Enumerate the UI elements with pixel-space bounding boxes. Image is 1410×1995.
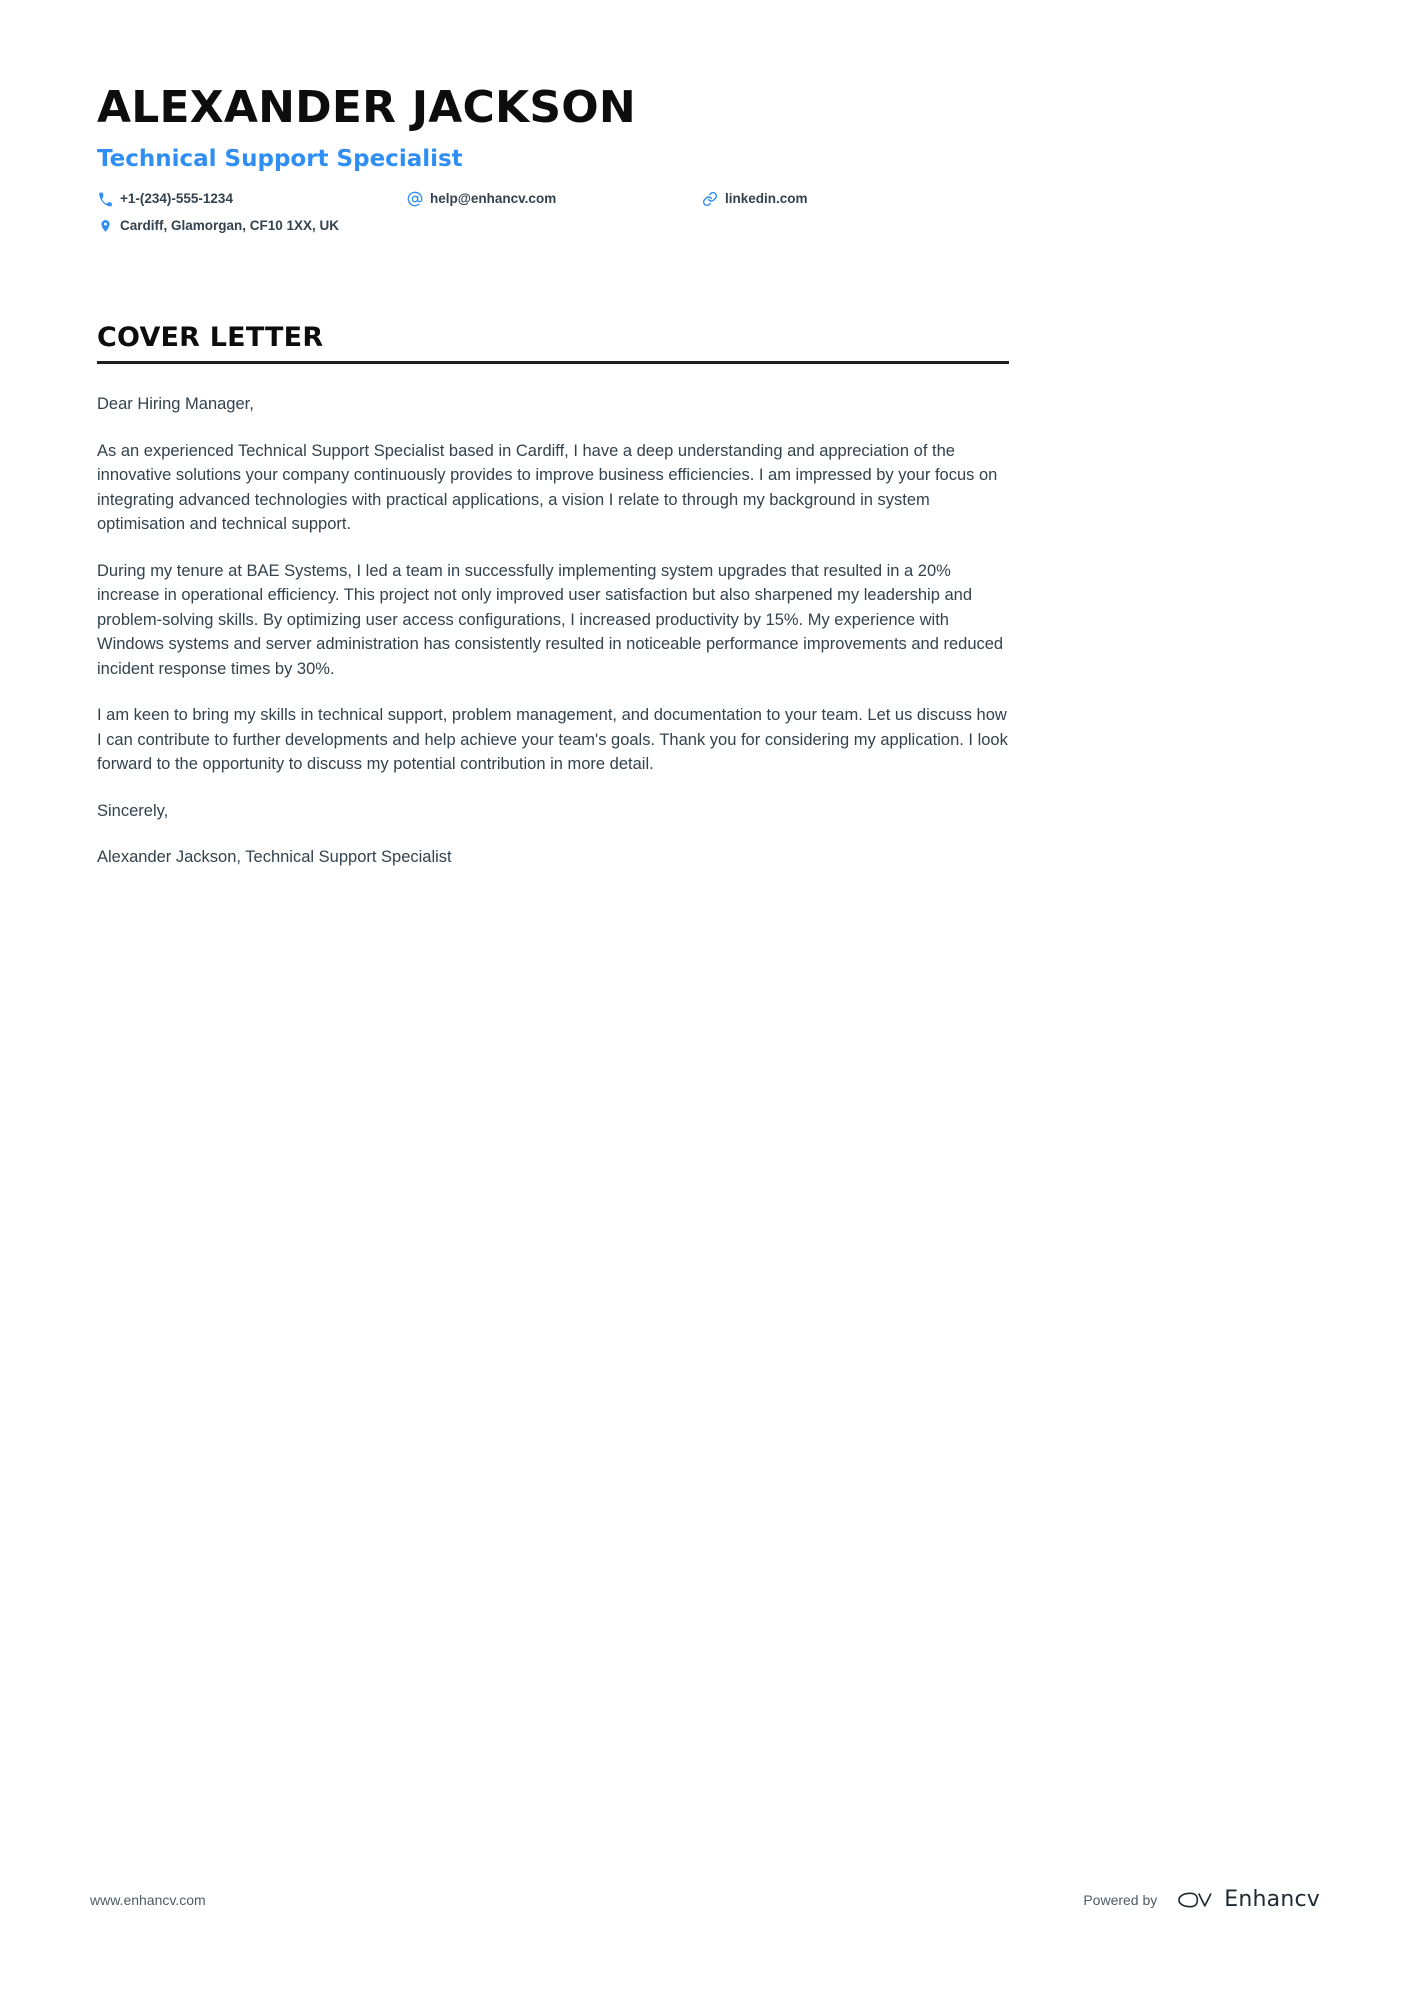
cover-letter-section [97,321,1009,870]
letter-paragraph-2: During my tenure at BAE Systems, I led a team in successfully implementing system upgrades that resulted in a 20% increase in operational efficiency. This project not only improved user satisfaction but also sharpened my leadership and problem-solving skills. By optimizing user access configurations, I increased productivity by 15%. My experience with Windows systems and server administration has consistently resulted in noticeable performance improvements and reduced incident response times by 30%. [97,561,1004,678]
brand-name-label: Enhancv [1224,1887,1320,1912]
letter-salutation: Dear Hiring Manager, [97,395,254,413]
document-header [97,0,1009,235]
contact-linkedin[interactable] [702,190,1002,208]
candidate-name: ALEXANDER JACKSON [97,82,636,133]
section-divider [97,361,1009,364]
candidate-job-title: Technical Support Specialist [97,146,463,172]
letter-body [97,392,1009,870]
contact-location [97,217,407,235]
letter-paragraph-1: As an experienced Technical Support Specialist based in Cardiff, I have a deep understanding and appreciation of the innovative solutions your company continuously provides to improve business efficiencies. I am impressed by your focus on integrating advanced technologies with practical applications, a vision I relate to through my background in system optimisation and technical support. [97,441,998,533]
letter-signature: Alexander Jackson, Technical Support Specialist [97,848,452,866]
enhancv-logo-icon [1173,1887,1215,1913]
footer-branding [1083,1887,1320,1913]
section-title: COVER LETTER [97,322,324,353]
contact-linkedin-label: linkedin.com [725,191,808,206]
powered-by-label: Powered by [1083,1892,1158,1908]
link-icon [702,191,718,207]
phone-icon [97,191,113,207]
document-content [97,0,1009,870]
contact-phone[interactable] [97,190,407,208]
contact-row-secondary [97,217,1009,235]
at-sign-icon [407,191,423,207]
footer-website-url[interactable]: www.enhancv.com [90,1892,206,1908]
contact-phone-label: +1-(234)-555-1234 [120,191,233,206]
page-footer [90,1887,1320,1913]
map-pin-icon [97,218,113,234]
letter-closing: Sincerely, [97,801,169,820]
contact-email-label: help@enhancv.com [430,191,557,206]
contact-email[interactable] [407,190,702,208]
contact-details [97,190,1009,235]
letter-paragraph-3: I am keen to bring my skills in technical support, problem management, and documentation to your team. Let us discuss how I can contribute to further developments and help achieve your team's goals. Thank you for considering my application. I look forward to the opportunity to discuss my potential contribution in more detail. [97,706,1008,773]
contact-row-primary [97,190,1009,208]
contact-location-label: Cardiff, Glamorgan, CF10 1XX, UK [120,218,340,233]
